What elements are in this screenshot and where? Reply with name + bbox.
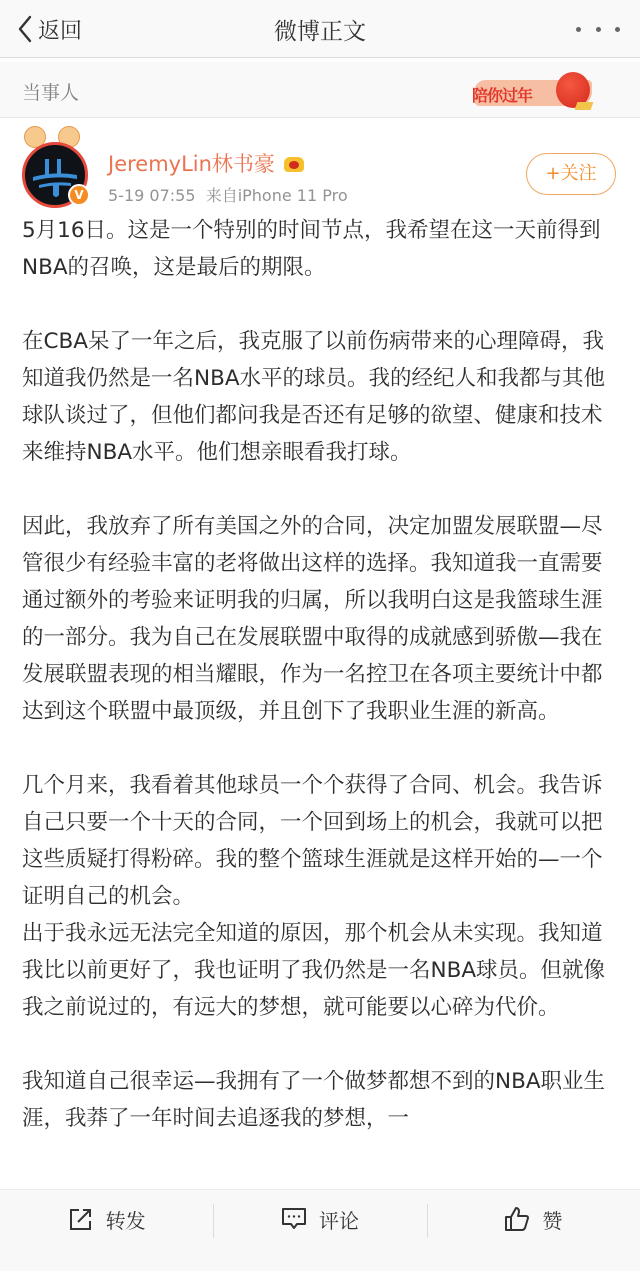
author-header: [0, 120, 640, 210]
context-bar: [0, 62, 640, 118]
festive-badge-text: 陪你过年: [472, 86, 533, 105]
ellipsis-icon: [596, 27, 601, 32]
post-body: [22, 212, 622, 1174]
like-label: 赞: [542, 1208, 563, 1233]
thumbs-up-icon: [504, 1206, 530, 1232]
comment-icon: [281, 1206, 307, 1232]
post-paragraph: 在CBA呆了一年之后，我克服了以前伤病带来的心理障碍，我知道我仍然是一名NBA水平的球员。我的经纪人和我都与其他球队谈过了，但他们都问我是否还有足够的欲望、健康和技术来维持NBA水平。他们想亲眼看我打球。: [22, 329, 606, 465]
repost-button[interactable]: [0, 1190, 213, 1248]
post-meta: [108, 183, 348, 206]
post-paragraph: 我知道自己很幸运—我拥有了一个做梦都想不到的NBA职业生涯，我莽了一年时间去追逐我的梦想，一: [22, 1069, 606, 1131]
post-timestamp: 5-19 07:55: [108, 186, 196, 205]
repost-label: 转发: [105, 1208, 146, 1233]
comment-label: 评论: [318, 1208, 359, 1233]
share-icon: [68, 1206, 94, 1232]
crown-icon: [283, 153, 305, 173]
comment-button[interactable]: [213, 1190, 426, 1248]
post-paragraph: 因此，我放弃了所有美国之外的合同，决定加盟发展联盟—尽管很少有经验丰富的老将做出这样的选择。我知道我一直需要通过额外的考验来证明我的归属，所以我明白这是我篮球生涯的一部分。我为自己在发展联盟中取得的成就感到骄傲—我在发展联盟表现的相当耀眼，作为一名控卫在各项主要统计中都达到这个联盟中最顶级，并且创下了我职业生涯的新高。: [22, 514, 603, 724]
lantern-tassel-icon: [575, 102, 594, 110]
author-name[interactable]: [108, 148, 305, 178]
post-paragraph: 出于我永远无法完全知道的原因，那个机会从未实现。我知道我比以前更好了，我也证明了我仍然是一名NBA球员。但就像我之前说过的，有远大的梦想，就可能要以心碎为代价。: [22, 921, 606, 1020]
author-name-text: JeremyLin林书豪: [108, 152, 275, 176]
avatar[interactable]: [18, 126, 98, 210]
more-button[interactable]: [576, 16, 620, 42]
action-bar: [0, 1189, 640, 1271]
ellipsis-icon: [576, 27, 581, 32]
post-paragraph: 几个月来，我看着其他球员一个个获得了合同、机会。我告诉自己只要一个十天的合同，一个回到场上的机会，我就可以把这些质疑打得粉碎。我的整个篮球生涯就是这样开始的—一个证明自己的机会。: [22, 773, 603, 909]
festive-badge[interactable]: [470, 68, 602, 114]
page-title: 微博正文: [274, 19, 366, 45]
verified-badge-icon: V: [68, 184, 90, 206]
nav-bar: [0, 0, 640, 58]
follow-button[interactable]: +关注: [526, 153, 616, 195]
ellipsis-icon: [615, 27, 620, 32]
like-button[interactable]: [427, 1190, 640, 1248]
post-paragraph: 5月16日。这是一个特别的时间节点，我希望在这一天前得到NBA的召唤，这是最后的期限。: [22, 218, 601, 280]
back-label: 返回: [38, 18, 83, 44]
context-label: 当事人: [22, 82, 80, 104]
post-source: 来自iPhone 11 Pro: [205, 186, 348, 205]
